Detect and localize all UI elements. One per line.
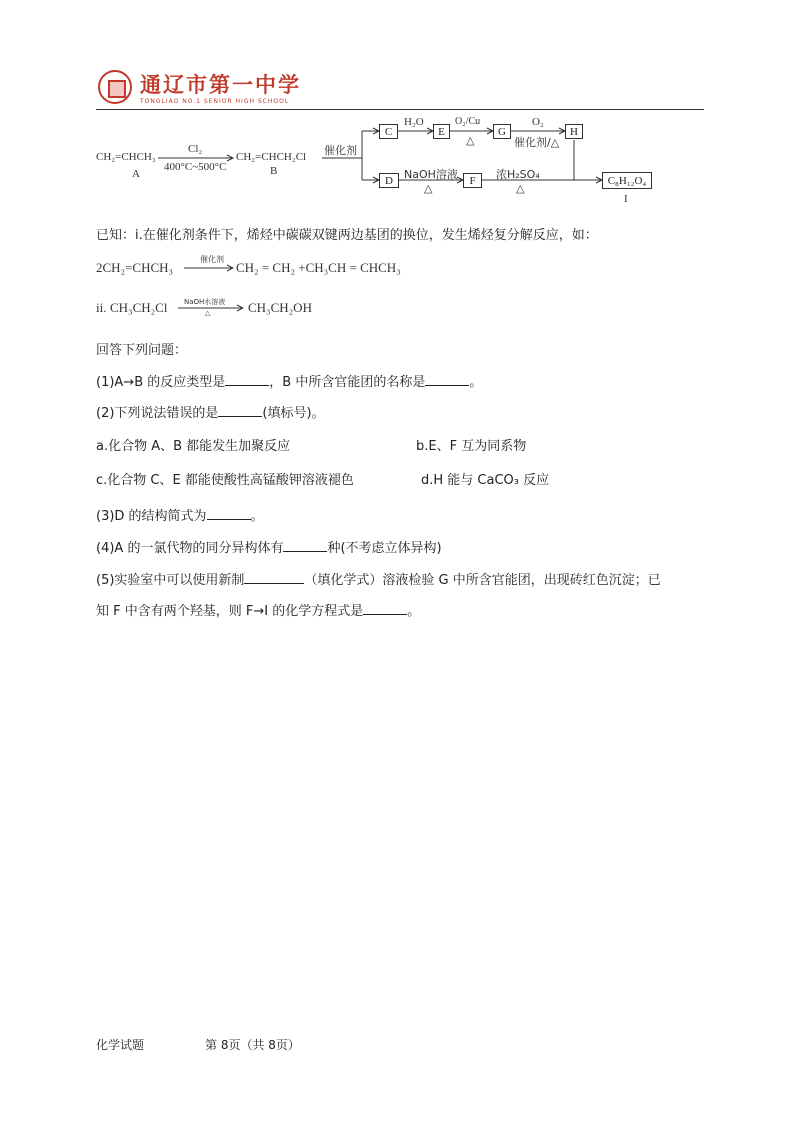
question-5-line-2 xyxy=(96,600,420,619)
q3-blank[interactable] xyxy=(207,507,251,520)
cond-NaOH: NaOH溶液 xyxy=(404,168,458,181)
cond-O2: O₂ xyxy=(532,116,544,128)
question-2 xyxy=(96,402,325,421)
question-4 xyxy=(96,537,442,556)
eq2-arrow xyxy=(178,304,244,312)
questions-intro: 回答下列问题： xyxy=(96,343,188,358)
compound-B: CH₂=CHCH₂Cl xyxy=(236,151,307,163)
eq1-right: CH₂ = CH₂ +CH₃CH = CHCH₃ xyxy=(236,260,401,275)
cond-catalyst-delta: 催化剂/△ xyxy=(514,136,560,149)
q4-blank[interactable] xyxy=(283,539,327,552)
eq2-prefix: ii. xyxy=(96,300,107,315)
option-a: a.化合物 A、B 都能发生加聚反应 xyxy=(96,439,291,454)
q3-text-b: 。 xyxy=(250,509,264,524)
eq2-cond-bottom: △ xyxy=(205,309,211,317)
option-b: b.E、F 互为同系物 xyxy=(416,439,527,454)
label-I: I xyxy=(624,193,628,205)
q5-text-a: (5)实验室中可以使用新制 xyxy=(96,573,245,588)
eq1-cond: 催化剂 xyxy=(200,255,224,264)
cond-H2SO4: 浓H₂SO₄ xyxy=(496,168,540,181)
q1-text-c: 。 xyxy=(469,375,483,390)
footer-page-number: 第 8页（共 8页） xyxy=(205,1038,300,1052)
eq2-cond-top: NaOH水溶液 xyxy=(184,298,226,306)
header-divider xyxy=(96,109,704,110)
label-A: A xyxy=(132,168,140,180)
delta-2: △ xyxy=(424,183,433,195)
school-name: 通辽市第一中学 xyxy=(140,73,301,97)
cond-catalyst: 催化剂 xyxy=(324,144,357,157)
school-name-en: TONGLIAO NO.1 SENIOR HIGH SCHOOL xyxy=(140,98,290,105)
box-H: H xyxy=(565,124,583,139)
q1-blank-2[interactable] xyxy=(425,373,469,386)
q2-text-a: (2)下列说法错误的是 xyxy=(96,406,219,421)
eq2-right: CH₃CH₂OH xyxy=(248,300,312,315)
q1-blank-1[interactable] xyxy=(225,373,269,386)
eq1-arrow xyxy=(184,264,234,272)
cond-temperature: 400°C~500°C xyxy=(164,161,227,173)
q1-text-b: ，B 中所含官能团的名称是 xyxy=(269,375,426,390)
q2-text-b: (填标号)。 xyxy=(262,406,325,421)
box-D: D xyxy=(379,173,399,188)
box-F: F xyxy=(463,173,482,188)
q5-text-c: 知 F 中含有两个羟基，则 F→I 的化学方程式是 xyxy=(96,604,364,619)
footer-subject: 化学试题 xyxy=(96,1038,145,1052)
q4-text-b: 种(不考虑立体异构) xyxy=(327,541,442,556)
q3-text-a: (3)D 的结构简式为 xyxy=(96,509,207,524)
box-G: G xyxy=(493,124,511,139)
eq2-left: CH₃CH₂Cl xyxy=(110,300,168,315)
delta-3: △ xyxy=(516,183,525,195)
delta-1: △ xyxy=(466,135,475,147)
cond-Cl2: Cl₂ xyxy=(188,143,203,155)
box-E: E xyxy=(433,124,450,139)
box-C: C xyxy=(379,124,398,139)
question-1 xyxy=(96,371,482,390)
cond-H2O: H₂O xyxy=(404,116,424,128)
eq1-left: 2CH₂=CHCH₃ xyxy=(96,260,174,275)
q2-blank[interactable] xyxy=(218,404,262,417)
q5-blank-2[interactable] xyxy=(363,602,407,615)
compound-A: CH₂=CHCH₃ xyxy=(96,151,156,163)
q4-text-a: (4)A 的一氯代物的同分异构体有 xyxy=(96,541,284,556)
option-d: d.H 能与 CaCO₃ 反应 xyxy=(421,473,550,488)
q5-text-d: 。 xyxy=(407,604,421,619)
known-intro: 已知：i.在催化剂条件下，烯烃中碳碳双键两边基团的换位，发生烯烃复分解反应，如： xyxy=(96,228,598,243)
label-B: B xyxy=(270,165,278,177)
q5-text-b: （填化学式）溶液检验 G 中所含官能团，出现砖红色沉淀；已 xyxy=(304,573,661,588)
option-c: c.化合物 C、E 都能使酸性高锰酸钾溶液褪色 xyxy=(96,473,354,488)
cond-O2-Cu: O₂/Cu xyxy=(455,116,481,127)
question-5-line-1 xyxy=(96,569,661,588)
q1-text-a: (1)A→B 的反应类型是 xyxy=(96,375,226,390)
question-3 xyxy=(96,505,264,524)
school-logo xyxy=(98,70,132,104)
box-I: C₈H₁₂O₄ xyxy=(602,172,652,189)
q5-blank-1[interactable] xyxy=(244,571,304,584)
